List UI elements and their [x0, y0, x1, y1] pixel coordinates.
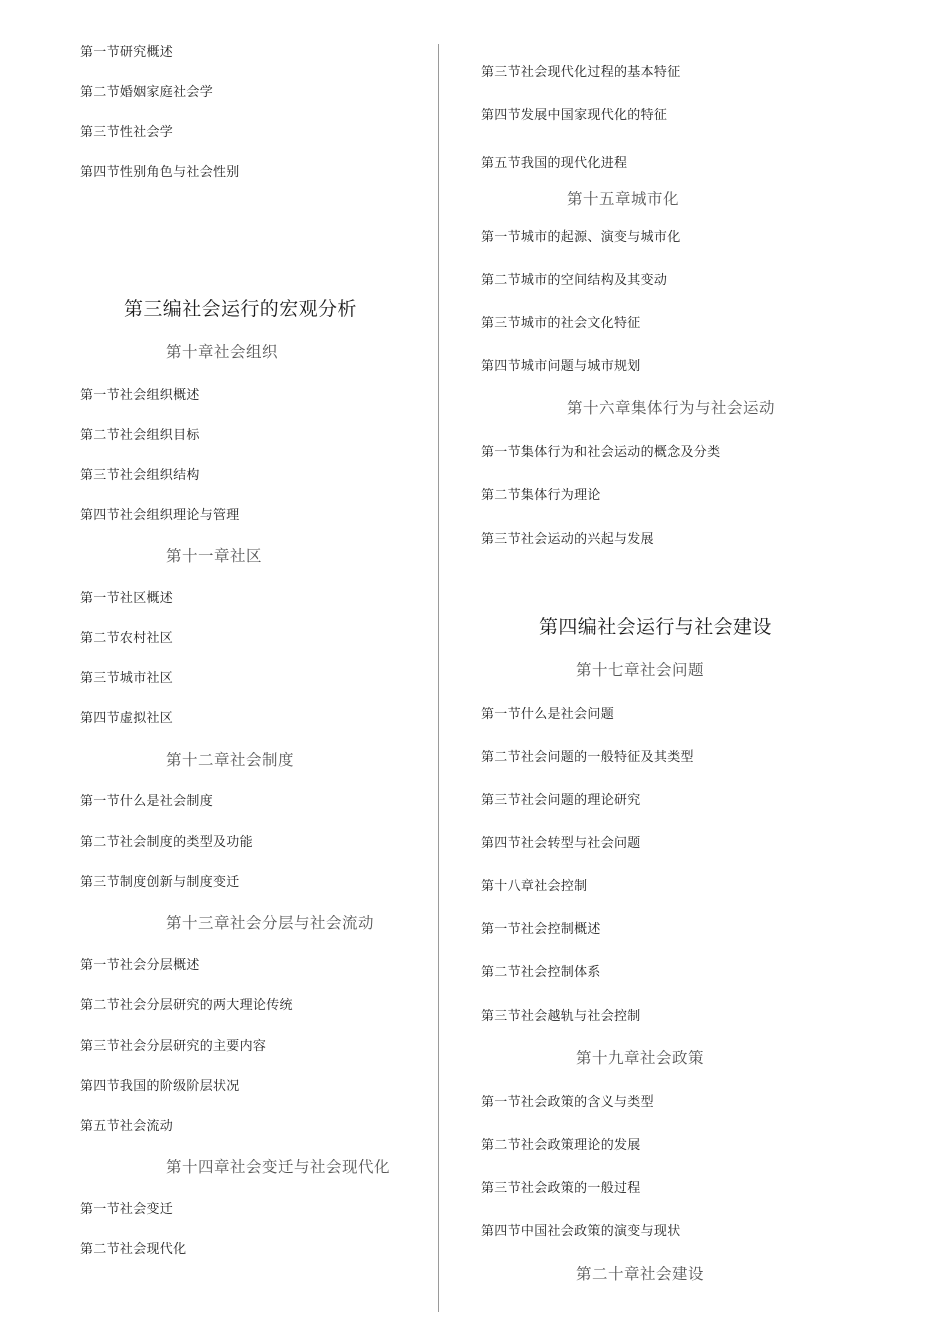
toc-section: 第三节社会组织结构 [80, 468, 200, 483]
toc-section: 第三节社会运动的兴起与发展 [481, 532, 654, 547]
toc-section: 第五节我国的现代化进程 [481, 156, 628, 171]
toc-section: 第二节集体行为理论 [481, 488, 601, 503]
toc-section: 第二节社会问题的一般特征及其类型 [481, 750, 694, 765]
toc-chapter-title: 第十二章社会制度 [166, 751, 295, 769]
toc-section: 第一节集体行为和社会运动的概念及分类 [481, 445, 721, 460]
right-column [439, 0, 950, 1344]
toc-section: 第一节城市的起源、演变与城市化 [481, 230, 681, 245]
toc-section: 第四节社会组织理论与管理 [80, 508, 240, 523]
toc-section: 第四节城市问题与城市规划 [481, 359, 641, 374]
toc-section: 第三节制度创新与制度变迁 [80, 875, 240, 890]
toc-chapter-title: 第十五章城市化 [567, 190, 680, 208]
toc-section: 第一节什么是社会问题 [481, 707, 615, 722]
toc-section: 第一节研究概述 [80, 45, 174, 60]
left-column [0, 0, 438, 1344]
toc-section: 第三节社会越轨与社会控制 [481, 1009, 641, 1024]
toc-chapter-title: 第十七章社会问题 [576, 661, 705, 679]
toc-section: 第三节社会分层研究的主要内容 [80, 1039, 267, 1054]
toc-section: 第二节社会现代化 [80, 1242, 187, 1257]
toc-chapter-title: 第十三章社会分层与社会流动 [166, 914, 375, 932]
toc-section: 第二节社会组织目标 [80, 428, 200, 443]
toc-chapter-title: 第十八章社会控制 [481, 879, 588, 894]
toc-part-title: 第四编社会运行与社会建设 [539, 616, 772, 638]
toc-section: 第三节性社会学 [80, 125, 174, 140]
toc-section: 第二节社会控制体系 [481, 965, 601, 980]
toc-section: 第三节城市的社会文化特征 [481, 316, 641, 331]
toc-section: 第三节社会问题的理论研究 [481, 793, 641, 808]
toc-chapter-title: 第十九章社会政策 [576, 1049, 705, 1067]
toc-section: 第四节发展中国家现代化的特征 [481, 108, 668, 123]
toc-section: 第三节社会现代化过程的基本特征 [481, 65, 681, 80]
toc-section: 第二节社会分层研究的两大理论传统 [80, 998, 293, 1013]
toc-section: 第二节农村社区 [80, 631, 174, 646]
toc-section: 第四节我国的阶级阶层状况 [80, 1079, 240, 1094]
toc-section: 第三节城市社区 [80, 671, 174, 686]
toc-section: 第四节社会转型与社会问题 [481, 836, 641, 851]
toc-section: 第一节社会分层概述 [80, 958, 200, 973]
toc-section: 第四节虚拟社区 [80, 711, 174, 726]
toc-part-title: 第三编社会运行的宏观分析 [124, 298, 357, 320]
toc-section: 第五节社会流动 [80, 1119, 174, 1134]
toc-chapter-title: 第十章社会组织 [166, 343, 279, 361]
toc-chapter-title: 第十四章社会变迁与社会现代化 [166, 1158, 391, 1176]
toc-chapter-title: 第十六章集体行为与社会运动 [567, 399, 776, 417]
toc-section: 第二节婚姻家庭社会学 [80, 85, 214, 100]
toc-section: 第一节什么是社会制度 [80, 794, 214, 809]
toc-chapter-title: 第二十章社会建设 [576, 1265, 705, 1283]
toc-section: 第一节社区概述 [80, 591, 174, 606]
toc-section: 第二节社会政策理论的发展 [481, 1138, 641, 1153]
toc-section: 第四节性别角色与社会性别 [80, 165, 240, 180]
toc-section: 第二节社会制度的类型及功能 [80, 835, 253, 850]
toc-section: 第三节社会政策的一般过程 [481, 1181, 641, 1196]
toc-section: 第二节城市的空间结构及其变动 [481, 273, 668, 288]
toc-section: 第一节社会变迁 [80, 1202, 174, 1217]
toc-section: 第一节社会政策的含义与类型 [481, 1095, 654, 1110]
toc-section: 第四节中国社会政策的演变与现状 [481, 1224, 681, 1239]
toc-section: 第一节社会组织概述 [80, 388, 200, 403]
toc-section: 第一节社会控制概述 [481, 922, 601, 937]
toc-chapter-title: 第十一章社区 [166, 547, 263, 565]
